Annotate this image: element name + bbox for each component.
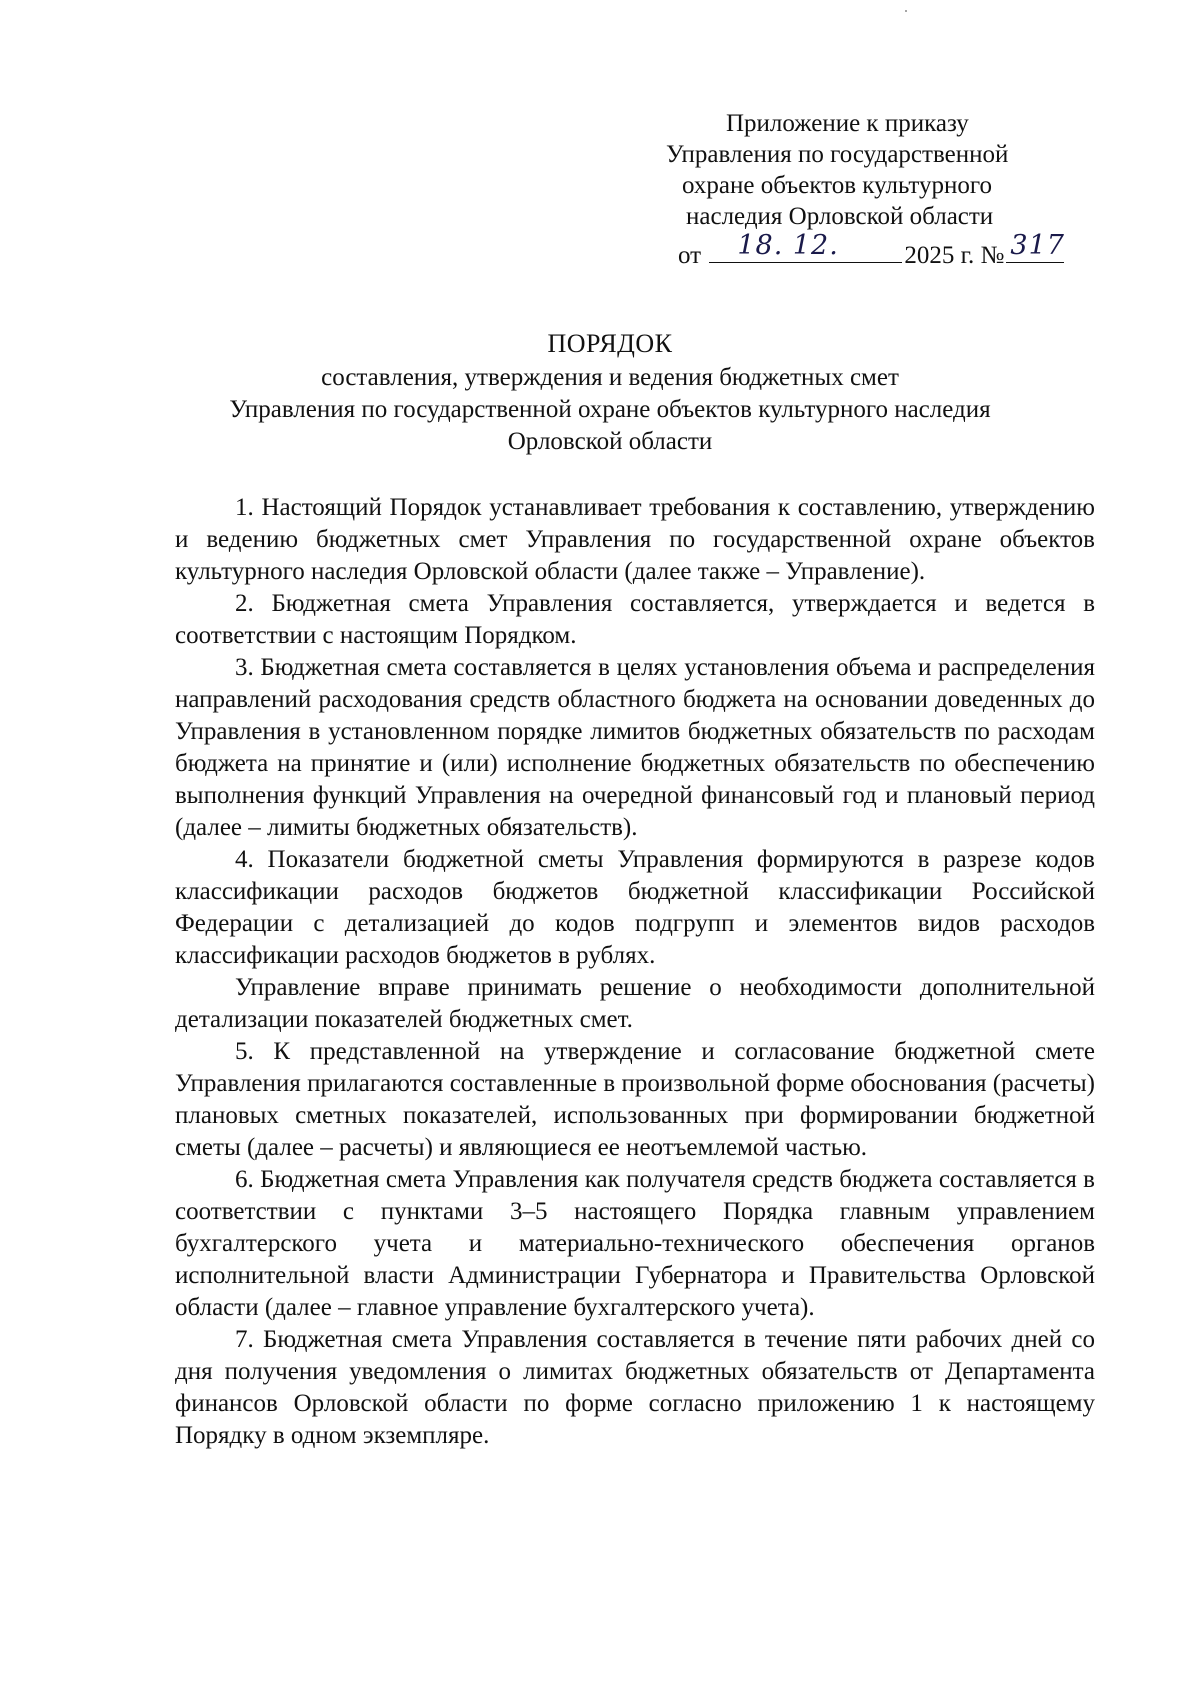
from-label: от: [678, 242, 702, 269]
paragraph-4: 4. Показатели бюджетной сметы Управления формируются в разрезе кодов классификации расходов бюджетов бюджетной классификации Российской Федерации с детализацией до кодов подгрупп и элементов видов расходов классификации расходов бюджетов в рублях.: [175, 846, 1095, 969]
approval-line-3: охране объектов культурного: [682, 172, 993, 199]
document-subtitle-line-2: Управления по государственной охране объектов культурного наследия: [229, 396, 991, 423]
paragraph-6: 6. Бюджетная смета Управления как получателя средств бюджета составляется в соответствии с пунктами 3–5 настоящего Порядка главным управлением бухгалтерского учета и материально-технического обеспечения органов исполнительной власти Администрации Губернатора и Правительства Орловской области (далее – главное управление бухгалтерского учета).: [175, 1166, 1095, 1321]
document-body: [175, 492, 1095, 1452]
paragraph-7: 7. Бюджетная смета Управления составляется в течение пяти рабочих дней со дня получения уведомления о лимитах бюджетных обязательств от Департамента финансов Орловской области по форме согласно приложению 1 к настоящему Порядку в одном экземпляре.: [175, 1326, 1095, 1449]
paragraph-5: 5. К представленной на утверждение и согласование бюджетной смете Управления прилагаются составленные в произвольной форме обоснования (расчеты) плановых сметных показателей, использованных при формировании бюджетной сметы (далее – расчеты) и являющиеся ее неотъемлемой частью.: [175, 1038, 1095, 1161]
document-subtitle-line-3: Орловской области: [507, 428, 713, 455]
document-subtitle-line-1: составления, утверждения и ведения бюджетных смет: [321, 364, 899, 391]
paragraph-3: 3. Бюджетная смета составляется в целях установления объема и распределения направлений расходования средств областного бюджета на основании доведенных до Управления в установленном порядке лимитов бюджетных обязательств по расходам бюджета на принятие и (или) исполнение бюджетных обязательств по обеспечению выполнения функций Управления на очередной финансовый год и плановый период (далее – лимиты бюджетных обязательств).: [175, 654, 1095, 841]
document-title: ПОРЯДОК: [547, 329, 673, 358]
document-title-block: [170, 328, 1050, 458]
approval-line-2: Управления по государственной: [666, 141, 1009, 168]
date-blank: [709, 230, 902, 263]
approval-line-4: наследия Орловской области: [686, 203, 994, 230]
paragraph-4-continued: Управление вправе принимать решение о необходимости дополнительной детализации показателей бюджетных смет.: [175, 974, 1095, 1033]
handwritten-date: 18. 12.: [737, 230, 839, 261]
paragraph-1: 1. Настоящий Порядок устанавливает требования к составлению, утверждению и ведению бюджетных смет Управления по государственной охране объектов культурного наследия Орловской области (далее также – Управление).: [175, 494, 1095, 585]
approval-block: [660, 108, 1080, 267]
number-blank: [1006, 230, 1065, 263]
approval-date-number-line: [678, 230, 1098, 271]
approval-line-1: Приложение к приказу: [726, 110, 969, 137]
year-number-label: 2025 г. №: [904, 242, 1005, 269]
scan-speck: [905, 10, 907, 12]
paragraph-2: 2. Бюджетная смета Управления составляется, утверждается и ведется в соответствии с настоящим Порядком.: [175, 590, 1095, 649]
handwritten-number: 317: [1010, 230, 1065, 261]
